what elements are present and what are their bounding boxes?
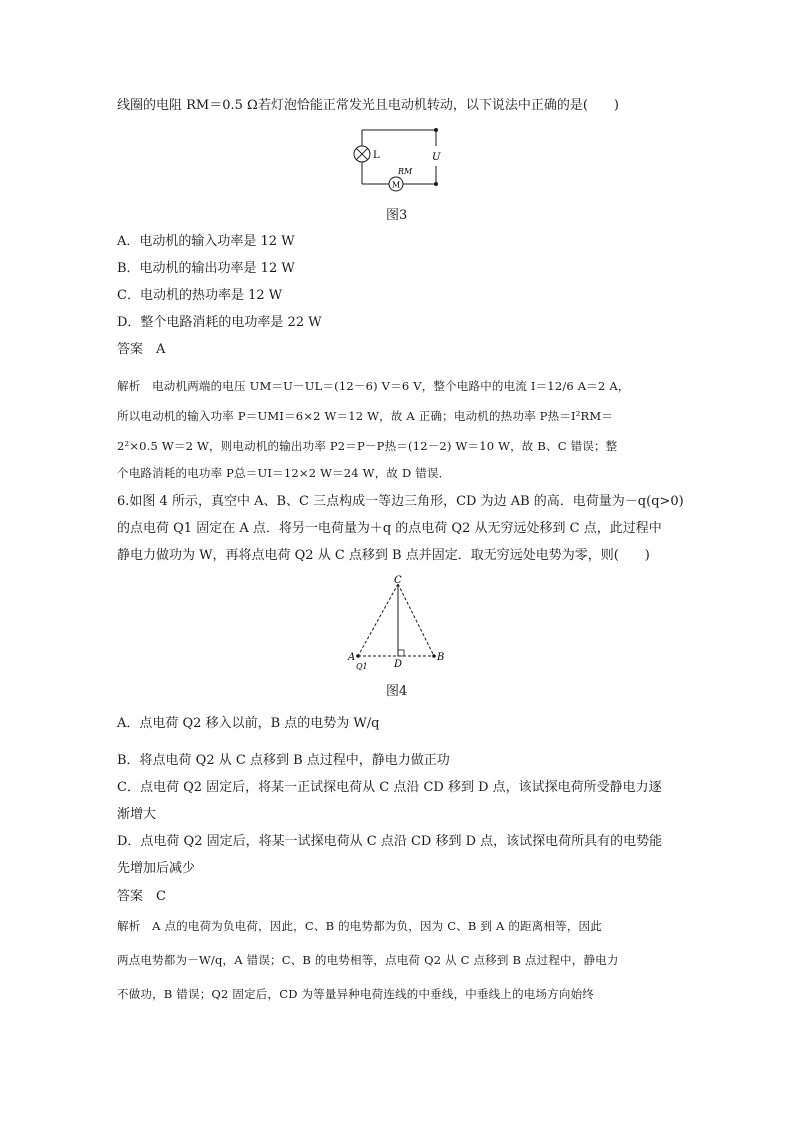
q5-option-b: B．电动机的输出功率是 12 W: [117, 261, 295, 276]
point-b-label: B: [437, 652, 445, 663]
q6-answer-value: C: [156, 889, 166, 904]
q6-option-a: A．点电荷 Q2 移入以前，B 点的电势为 W/q: [117, 716, 380, 731]
lamp-label: L: [373, 150, 380, 161]
q6-option-d-line-2: 先增加后减少: [117, 861, 196, 876]
q5-answer-value: A: [156, 342, 166, 357]
q5-analysis-line-4: 个电路消耗的电功率 P总＝UI＝12×2 W＝24 W，故 D 错误．: [117, 466, 451, 480]
q6-answer-label: 答案: [117, 889, 144, 904]
figure-4-triangle: [342, 574, 462, 674]
q5-option-a: A．电动机的输入功率是 12 W: [117, 234, 295, 249]
q5-analysis-line-2: 所以电动机的输入功率 P＝UMI＝6×2 W＝12 W，故 A 正确；电动机的热功率 P热＝I²RM＝: [117, 409, 614, 423]
q5-stem: 线圈的电阻 RM＝0.5 Ω若灯泡恰能正常发光且电动机转动，以下说法中正确的是( ): [117, 98, 619, 113]
q6-analysis-line-3: 不做功，B 错误；Q2 固定后，CD 为等量异种电荷连线的中垂线，中垂线上的电场方向始终: [117, 987, 594, 1001]
point-c-label: C: [394, 575, 402, 586]
q6-analysis-line-2: 两点电势都为－W/q，A 错误；C、B 的电势相等，点电荷 Q2 从 C 点移到 B 点过程中，静电力: [117, 953, 619, 967]
q6-stem-line-1: 6.如图 4 所示，真空中 A、B、C 三点构成一等边三角形，CD 为边 AB 的高．电荷量为－q(q>0): [117, 494, 684, 509]
q5-option-c: C．电动机的热功率是 12 W: [117, 288, 283, 303]
motor-label: RM: [398, 167, 413, 176]
q5-analysis-line-3: 2²×0.5 W＝2 W，则电动机的输出功率 P2＝P－P热＝(12－2) W＝10 W，故 B、C 错误；整: [117, 439, 618, 453]
q5-analysis-line-1: 解析 电动机两端的电压 UM＝U－UL＝(12－6) V＝6 V，整个电路中的电流 I＝12/6 A＝2 A，: [117, 379, 630, 393]
point-d-label: D: [394, 659, 403, 670]
q6-option-c-line-1: C．点电荷 Q2 固定后，将某一正试探电荷从 C 点沿 CD 移到 D 点，该试探电荷所受静电力逐: [117, 780, 662, 795]
q5-answer: [117, 340, 165, 360]
q6-stem-line-2: 的点电荷 Q1 固定在 A 点．将另一电荷量为＋q 的点电荷 Q2 从无穷远处移到 C 点，此过程中: [117, 521, 662, 536]
q6-answer: [117, 887, 166, 907]
q6-option-c-line-2: 渐增大: [117, 807, 157, 822]
q6-option-b: B．将点电荷 Q2 从 C 点移到 B 点过程中，静电力做正功: [117, 753, 450, 768]
q6-analysis-line-1: 解析 A 点的电荷为负电荷，因此，C、B 的电势都为负，因为 C、B 到 A 的距离相等，因此: [117, 919, 602, 933]
point-a-label: A: [348, 652, 356, 663]
q5-answer-label: 答案: [117, 342, 144, 357]
voltage-label: U: [432, 152, 441, 163]
q5-option-d: D．整个电路消耗的电功率是 22 W: [117, 315, 322, 330]
figure-3-circuit: [346, 124, 466, 204]
q6-analysis-label: 解析: [117, 919, 141, 933]
figure-3-caption: 图3: [386, 208, 408, 223]
figure-4-caption: 图4: [386, 684, 408, 699]
svg-text:M: M: [392, 180, 401, 190]
q1-label: Q1: [356, 662, 368, 671]
q6-stem-line-3: 静电力做功为 W，再将点电荷 Q2 从 C 点移到 B 点并固定．取无穷远处电势为零，则( ): [117, 548, 650, 563]
q5-analysis-label: 解析: [117, 379, 141, 393]
q6-option-d-line-1: D．点电荷 Q2 固定后，将某一试探电荷从 C 点沿 CD 移到 D 点，该试探电荷所具有的电势能: [117, 834, 663, 849]
